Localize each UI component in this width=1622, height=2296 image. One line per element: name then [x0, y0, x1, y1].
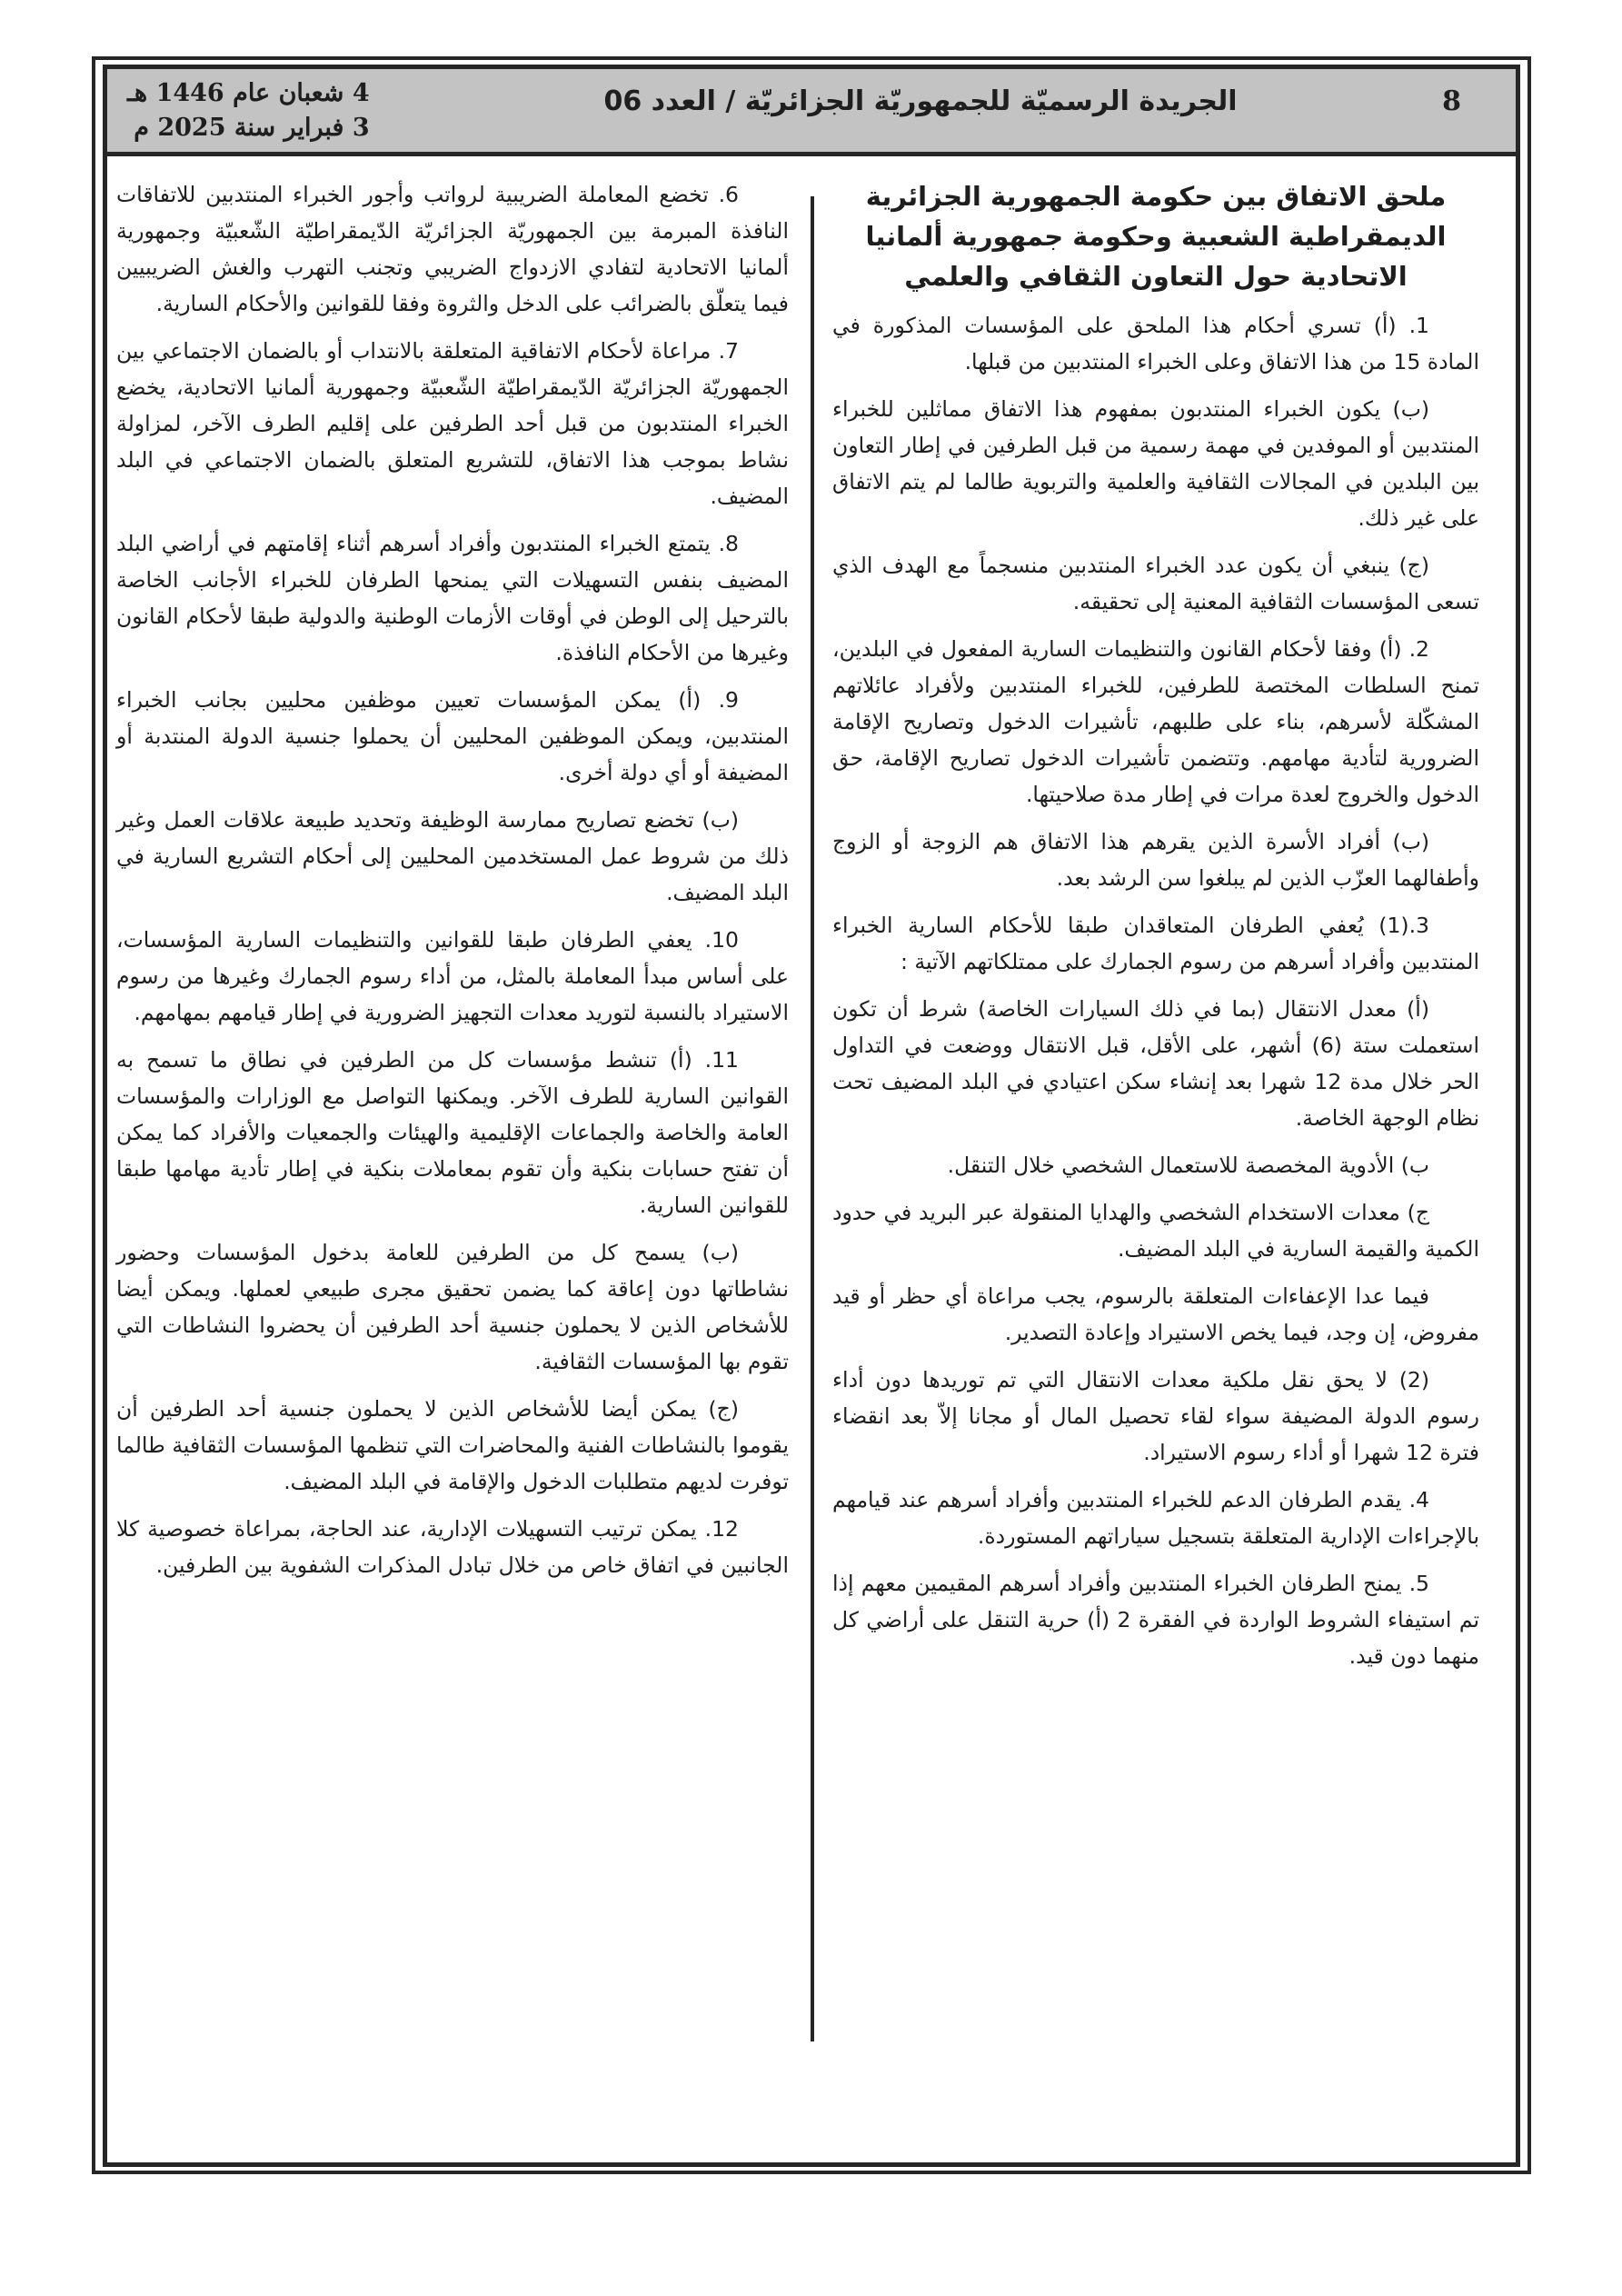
paragraph: 2. (أ) وفقا لأحكام القانون والتنظيمات السارية المفعول في البلدين، تمنح السلطات المختصة للطرفين، للخبراء المنتدبين ولأفراد عائلاتهم المشكّلة لأسرهم، بناء على طلبهم، تأشيرات الدخول وتصاريح الإقامة الضرورية لتأدية مهامهم. وتتضمن تأشيرات الدخول تصاريح الإقامة، حق الدخول والخروج لعدة مرات في إطار مدة صلاحيتها.: [832, 636, 1479, 807]
date-hijri: 4 شعبان عام 1446 هـ: [127, 79, 370, 107]
right-column: [832, 176, 1479, 1685]
paragraph: 12. يمكن ترتيب التسهيلات الإدارية، عند الحاجة، بمراعاة خصوصية كلا الجانبين في اتفاق خاص من خلال تبادل المذكرات الشفوية بين الطرفين.: [116, 1516, 789, 1578]
paragraph: 1. (أ) تسري أحكام هذا الملحق على المؤسسات المذكورة في المادة 15 من هذا الاتفاق وعلى الخبراء المنتدبين من قبلها.: [832, 313, 1479, 374]
paragraph: 8. يتمتع الخبراء المنتدبون وأفراد أسرهم أثناء إقامتهم في أراضي البلد المضيف بنفس التسهيلات التي يمنحها الطرفان للخبراء الأجانب الخاصة بالترحيل إلى الوطن في أوقات الأزمات الوطنية والدولية طبقا لأحكام القانون وغيرها من الأحكام النافذة.: [116, 531, 789, 665]
paragraph: 4. يقدم الطرفان الدعم للخبراء المنتدبين وأفراد أسرهم عند قيامهم بالإجراءات الإدارية المتعلقة بتسجيل سياراتهم المستوردة.: [832, 1487, 1479, 1549]
paragraph: (ب) أفراد الأسرة الذين يقرهم هذا الاتفاق هم الزوجة أو الزوج وأطفالهما العزّب الذين لم يبلغوا سن الرشد بعد.: [832, 829, 1479, 891]
paragraph: (ب) يكون الخبراء المنتدبون بمفهوم هذا الاتفاق مماثلين للخبراء المنتدبين أو الموفدين في مهمة رسمية من قبل الطرفين في إطار التعاون بين البلدين في المجالات الثقافية والعلمية والتربوية طالما لم يتم الاتفاق على غير ذلك.: [832, 396, 1479, 531]
gazette-title: الجريدة الرسميّة للجمهوريّة الجزائريّة / العدد 06: [603, 85, 1238, 117]
paragraph: (2) لا يحق نقل ملكية معدات الانتقال التي تم توريدها دون أداء رسوم الدولة المضيفة سواء لقاء تحصيل المال أو مجانا إلاّ بعد انقضاء فترة 12 شهرا أو أداء رسوم الاستيراد.: [832, 1367, 1479, 1465]
left-column: [116, 176, 789, 1594]
paragraph: 10. يعفي الطرفان طبقا للقوانين والتنظيمات السارية المؤسسات، على أساس مبدأ المعاملة بالمثل، من أداء رسوم الجمارك وغيرها من رسوم الاستيراد بالنسبة لتوريد معدات التجهيز الضرورية في إطار قيامهم بمهامهم.: [116, 927, 789, 1025]
paragraph: 7. مراعاة لأحكام الاتفاقية المتعلقة بالانتداب أو بالضمان الاجتماعي بين الجمهوريّة الجزائريّة الدّيمقراطيّة الشّعبيّة وجمهورية ألمانيا الاتحادية، يخضع الخبراء المنتدبون من قبل أحد الطرفين على إقليم الطرف الآخر، لمزاولة نشاط بموجب هذا الاتفاق، للتشريع المتعلق بالضمان الاجتماعي في البلد المضيف.: [116, 338, 789, 509]
paragraph: 6. تخضع المعاملة الضريبية لرواتب وأجور الخبراء المنتدبين للاتفاقات النافذة المبرمة بين الجمهوريّة الجزائريّة الدّيمقراطيّة الشّعبيّة وجمهورية ألمانيا الاتحادية لتفادي الازدواج الضريبي وتجنب التهرب والغش الضريبيين فيما يتعلّق بالضرائب على الدخل والثروة وفقا للقوانين والأحكام السارية.: [116, 182, 789, 316]
paragraph: 3.(1) يُعفي الطرفان المتعاقدان طبقا للأحكام السارية الخبراء المنتدبين وأفراد أسرهم من رسوم الجمارك على ممتلكاتهم الآتية :: [832, 913, 1479, 974]
paragraph: ج) معدات الاستخدام الشخصي والهدايا المنقولة عبر البريد في حدود الكمية والقيمة السارية في البلد المضيف.: [832, 1200, 1479, 1262]
paragraph: ب) الأدوية المخصصة للاستعمال الشخصي خلال التنقل.: [947, 1153, 1429, 1178]
page-border-outer: [92, 56, 1531, 2174]
header-dates: [127, 76, 370, 145]
paragraph: (أ) معدل الانتقال (بما في ذلك السيارات الخاصة) شرط أن تكون استعملت ستة (6) أشهر، على الأقل، قبل الانتقال ووضعت في التداول الحر خلال مدة 12 شهرا بعد إنشاء سكن اعتيادي في البلد المضيف تحت نظام الوجهة الخاصة.: [832, 996, 1480, 1131]
paragraph: 9. (أ) يمكن المؤسسات تعيين موظفين محليين بجانب الخبراء المنتدبين، ويمكن الموظفين المحليين أن يحملوا جنسية الدولة المنتدبة أو المضيفة أو أي دولة أخرى.: [116, 687, 789, 785]
annex-title: ملحق الاتفاق بين حكومة الجمهورية الجزائرية الديمقراطية الشعبية وحكومة جمهورية ألمانيا الاتحادية حول التعاون الثقافي والعلمي: [865, 181, 1447, 292]
paragraph: فيما عدا الإعفاءات المتعلقة بالرسوم، يجب مراعاة أي حظر أو قيد مفروض، إن وجد، فيما يخص الاستيراد وإعادة التصدير.: [832, 1283, 1479, 1345]
paragraph: (ب) يسمح كل من الطرفين للعامة بدخول المؤسسات وحضور نشاطاتها دون إعاقة كما يضمن تحقيق مجرى طبيعي لعملها. ويمكن أيضا للأشخاص الذين لا يحملون جنسية أحد الطرفين أن يحضروا النشاطات التي تقوم بها المؤسسات الثقافية.: [116, 1240, 789, 1374]
paragraph: (ب) تخضع تصاريح ممارسة الوظيفة وتحديد طبيعة علاقات العمل وغير ذلك من شروط عمل المستخدمين المحليين إلى أحكام التشريع السارية في البلد المضيف.: [116, 807, 789, 905]
paragraph: 5. يمنح الطرفان الخبراء المنتدبين وأفراد أسرهم المقيمين معهم إذا تم استيفاء الشروط الواردة في الفقرة 2 (أ) حرية التنقل على أراضي كل منهما دون قيد.: [832, 1571, 1479, 1669]
paragraph: (ج) ينبغي أن يكون عدد الخبراء المنتدبين منسجماً مع الهدف الذي تسعى المؤسسات الثقافية المعنية إلى تحقيقه.: [832, 553, 1479, 614]
paragraph: 11. (أ) تنشط مؤسسات كل من الطرفين في نطاق ما تسمح به القوانين السارية للطرف الآخر. ويمكنها التواصل مع الوزارات والمؤسسات العامة والخاصة والجماعات الإقليمية والهيئات والجمعيات والأفراد كما يمكن أن تفتح حسابات بنكية وأن تقوم بمعاملات بنكية في إطار تأدية مهامها طبقا للقوانين السارية.: [116, 1047, 789, 1218]
page-header: [107, 69, 1516, 156]
paragraph: (ج) يمكن أيضا للأشخاص الذين لا يحملون جنسية أحد الطرفين أن يقوموا بالنشاطات الفنية والمحاضرات التي تنظمها المؤسسات الثقافية طالما توفرت لديهم متطلبات الدخول والإقامة في البلد المضيف.: [116, 1396, 789, 1494]
page-border-inner: [103, 65, 1520, 2167]
column-divider: [811, 196, 814, 2041]
date-gregorian: 3 فبراير سنة 2025 م: [134, 114, 370, 142]
page-number: 8: [1442, 85, 1461, 117]
